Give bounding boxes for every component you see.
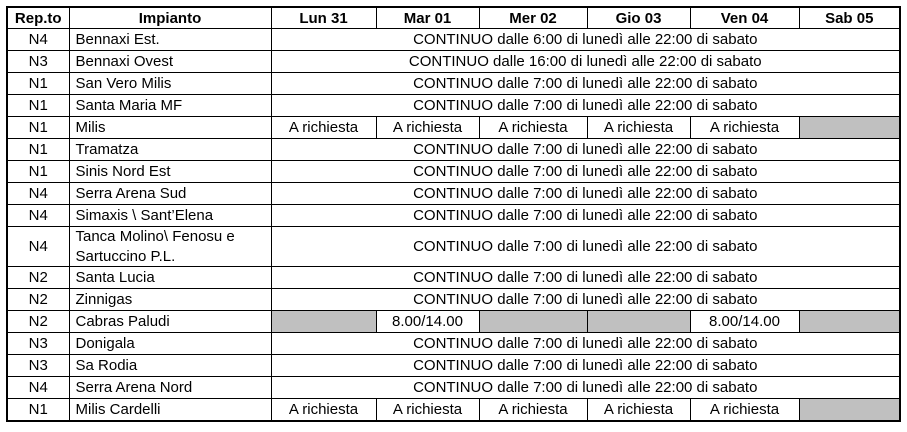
impianto-cell: Sinis Nord Est	[69, 161, 271, 183]
day-schedule-cell: A richiesta	[587, 399, 690, 422]
impianto-cell: Tanca Molino\ Fenosu e Sartuccino P.L.	[69, 227, 271, 267]
repto-cell: N4	[7, 377, 69, 399]
impianto-cell: Milis Cardelli	[69, 399, 271, 422]
column-header-ven-04: Ven 04	[690, 7, 799, 29]
day-schedule-cell: A richiesta	[479, 399, 587, 422]
repto-cell: N2	[7, 311, 69, 333]
table-row	[7, 311, 900, 333]
table-row	[7, 399, 900, 422]
closed-day-cell	[587, 311, 690, 333]
schedule-span-cell: CONTINUO dalle 7:00 di lunedì alle 22:00 di sabato	[271, 73, 900, 95]
impianto-cell: Tramatza	[69, 139, 271, 161]
repto-cell: N4	[7, 227, 69, 267]
day-schedule-cell: A richiesta	[479, 117, 587, 139]
repto-cell: N1	[7, 399, 69, 422]
schedule-span-cell: CONTINUO dalle 7:00 di lunedì alle 22:00 di sabato	[271, 161, 900, 183]
column-header-sab-05: Sab 05	[799, 7, 900, 29]
impianto-cell: Bennaxi Ovest	[69, 51, 271, 73]
schedule-span-cell: CONTINUO dalle 7:00 di lunedì alle 22:00 di sabato	[271, 205, 900, 227]
impianto-cell: Zinnigas	[69, 289, 271, 311]
repto-cell: N3	[7, 51, 69, 73]
repto-cell: N1	[7, 117, 69, 139]
closed-day-cell	[799, 399, 900, 422]
column-header-impianto: Impianto	[69, 7, 271, 29]
repto-cell: N2	[7, 289, 69, 311]
table-row	[7, 139, 900, 161]
header-row	[7, 7, 900, 29]
table-row	[7, 377, 900, 399]
impianto-cell: Bennaxi Est.	[69, 29, 271, 51]
repto-cell: N4	[7, 29, 69, 51]
schedule-span-cell: CONTINUO dalle 7:00 di lunedì alle 22:00 di sabato	[271, 227, 900, 267]
column-header-lun-31: Lun 31	[271, 7, 376, 29]
repto-cell: N3	[7, 333, 69, 355]
closed-day-cell	[799, 117, 900, 139]
repto-cell: N4	[7, 183, 69, 205]
schedule-body	[7, 29, 900, 422]
table-row	[7, 51, 900, 73]
schedule-span-cell: CONTINUO dalle 7:00 di lunedì alle 22:00 di sabato	[271, 183, 900, 205]
table-row	[7, 183, 900, 205]
column-header-gio-03: Gio 03	[587, 7, 690, 29]
schedule-span-cell: CONTINUO dalle 16:00 di lunedì alle 22:00 di sabato	[271, 51, 900, 73]
day-schedule-cell: A richiesta	[690, 399, 799, 422]
column-header-mer-02: Mer 02	[479, 7, 587, 29]
table-row	[7, 289, 900, 311]
table-row	[7, 355, 900, 377]
impianto-cell: Serra Arena Nord	[69, 377, 271, 399]
day-schedule-cell: A richiesta	[690, 117, 799, 139]
table-row	[7, 95, 900, 117]
day-schedule-cell: 8.00/14.00	[690, 311, 799, 333]
impianto-cell: Sa Rodia	[69, 355, 271, 377]
day-schedule-cell: A richiesta	[376, 399, 479, 422]
table-row	[7, 29, 900, 51]
impianto-cell: Santa Maria MF	[69, 95, 271, 117]
day-schedule-cell: A richiesta	[271, 117, 376, 139]
table-row	[7, 267, 900, 289]
table-row	[7, 161, 900, 183]
repto-cell: N2	[7, 267, 69, 289]
impianto-cell: Milis	[69, 117, 271, 139]
table-row	[7, 117, 900, 139]
repto-cell: N3	[7, 355, 69, 377]
day-schedule-cell: A richiesta	[271, 399, 376, 422]
day-schedule-cell: A richiesta	[587, 117, 690, 139]
schedule-span-cell: CONTINUO dalle 7:00 di lunedì alle 22:00 di sabato	[271, 377, 900, 399]
column-header-mar-01: Mar 01	[376, 7, 479, 29]
schedule-span-cell: CONTINUO dalle 7:00 di lunedì alle 22:00 di sabato	[271, 333, 900, 355]
day-schedule-cell: 8.00/14.00	[376, 311, 479, 333]
impianto-cell: Donigala	[69, 333, 271, 355]
impianto-cell: Santa Lucia	[69, 267, 271, 289]
schedule-span-cell: CONTINUO dalle 7:00 di lunedì alle 22:00 di sabato	[271, 355, 900, 377]
repto-cell: N1	[7, 139, 69, 161]
table-row	[7, 227, 900, 267]
closed-day-cell	[271, 311, 376, 333]
repto-cell: N1	[7, 161, 69, 183]
day-schedule-cell: A richiesta	[376, 117, 479, 139]
impianto-cell: San Vero Milis	[69, 73, 271, 95]
schedule-span-cell: CONTINUO dalle 6:00 di lunedì alle 22:00 di sabato	[271, 29, 900, 51]
repto-cell: N4	[7, 205, 69, 227]
schedule-table	[6, 6, 901, 422]
table-row	[7, 205, 900, 227]
table-row	[7, 73, 900, 95]
schedule-span-cell: CONTINUO dalle 7:00 di lunedì alle 22:00 di sabato	[271, 289, 900, 311]
schedule-span-cell: CONTINUO dalle 7:00 di lunedì alle 22:00 di sabato	[271, 139, 900, 161]
impianto-cell: Simaxis \ Sant’Elena	[69, 205, 271, 227]
table-row	[7, 333, 900, 355]
schedule-span-cell: CONTINUO dalle 7:00 di lunedì alle 22:00 di sabato	[271, 267, 900, 289]
schedule-span-cell: CONTINUO dalle 7:00 di lunedì alle 22:00 di sabato	[271, 95, 900, 117]
impianto-cell: Serra Arena Sud	[69, 183, 271, 205]
impianto-cell: Cabras Paludi	[69, 311, 271, 333]
closed-day-cell	[479, 311, 587, 333]
repto-cell: N1	[7, 95, 69, 117]
column-header-rep-to: Rep.to	[7, 7, 69, 29]
closed-day-cell	[799, 311, 900, 333]
repto-cell: N1	[7, 73, 69, 95]
